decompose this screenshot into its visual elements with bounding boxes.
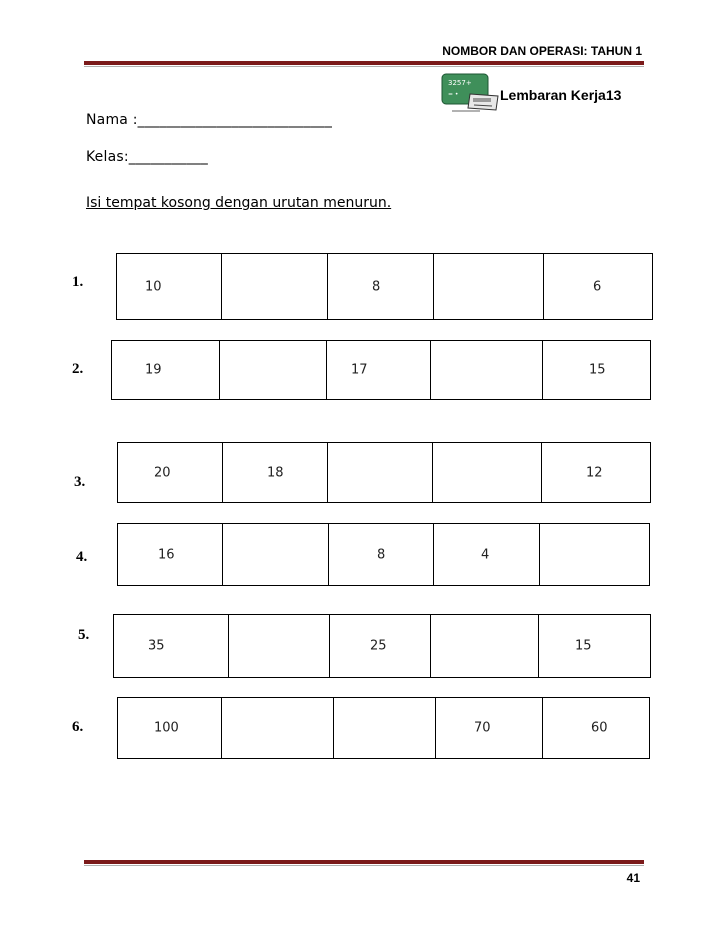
sequence-cell	[117, 254, 222, 319]
sequence-cell-blank[interactable]	[229, 615, 330, 677]
sequence-cell	[329, 524, 434, 585]
sequence-row-6	[117, 697, 650, 759]
sequence-cell-blank[interactable]	[431, 341, 543, 399]
cell-value: 20	[154, 465, 171, 480]
question-number: 2.	[72, 361, 84, 377]
sequence-row-4	[117, 523, 650, 586]
sequence-cell	[544, 254, 652, 319]
sequence-cell-blank[interactable]	[223, 524, 329, 585]
cell-value: 8	[377, 547, 386, 562]
sequence-cell	[539, 615, 650, 677]
class-field: Kelas:___________	[86, 149, 208, 165]
sequence-cell	[542, 443, 650, 502]
sequence-cell	[543, 698, 649, 758]
document-header-title: NOMBOR DAN OPERASI: TAHUN 1	[442, 44, 642, 58]
sequence-cell-blank[interactable]	[328, 443, 433, 502]
instruction-text: Isi tempat kosong dengan urutan menurun.	[86, 195, 392, 211]
cell-value: 25	[370, 638, 387, 654]
cell-value: 17	[351, 362, 368, 378]
sequence-row-2	[111, 340, 651, 400]
sequence-cell	[118, 443, 223, 502]
sequence-row-3	[117, 442, 651, 503]
sequence-cell	[434, 524, 540, 585]
footer-rule	[84, 860, 644, 866]
svg-text:3257+: 3257+	[448, 79, 472, 87]
question-number: 5.	[78, 627, 90, 643]
sequence-cell-blank[interactable]	[222, 254, 328, 319]
sequence-row-5	[113, 614, 651, 678]
cell-value: 10	[145, 279, 162, 294]
sequence-cell	[118, 698, 222, 758]
cell-value: 19	[145, 362, 162, 378]
cell-value: 8	[372, 279, 381, 294]
cell-value: 35	[148, 638, 165, 654]
cell-value: 6	[593, 279, 602, 294]
sequence-cell-blank[interactable]	[222, 698, 334, 758]
sequence-row-1	[116, 253, 653, 320]
svg-text:= •: = •	[448, 91, 459, 98]
question-number: 3.	[74, 474, 86, 490]
sequence-cell	[114, 615, 229, 677]
cell-value: 16	[158, 547, 175, 562]
sequence-cell	[327, 341, 431, 399]
cell-value: 60	[591, 720, 608, 736]
cell-value: 18	[267, 465, 284, 480]
sequence-cell	[112, 341, 220, 399]
cell-value: 4	[481, 547, 490, 562]
sequence-cell-blank[interactable]	[540, 524, 649, 585]
sequence-cell	[328, 254, 434, 319]
cell-value: 15	[589, 362, 606, 378]
question-number: 4.	[76, 549, 88, 565]
sequence-cell-blank[interactable]	[434, 254, 544, 319]
sequence-cell-blank[interactable]	[220, 341, 327, 399]
calculator-logo-icon	[440, 72, 502, 114]
header-rule	[84, 61, 644, 67]
name-field: Nama :___________________________	[86, 112, 333, 128]
sequence-cell-blank[interactable]	[334, 698, 436, 758]
question-number: 6.	[72, 719, 84, 735]
sequence-cell	[436, 698, 543, 758]
cell-value: 12	[586, 465, 603, 480]
sequence-cell	[118, 524, 223, 585]
question-number: 1.	[72, 274, 84, 290]
sequence-cell	[223, 443, 328, 502]
sequence-cell-blank[interactable]	[431, 615, 539, 677]
sequence-cell	[543, 341, 650, 399]
cell-value: 15	[575, 638, 592, 654]
page-number: 41	[626, 871, 640, 885]
sequence-cell-blank[interactable]	[433, 443, 542, 502]
cell-value: 70	[474, 720, 491, 736]
sequence-cell	[330, 615, 431, 677]
worksheet-title: Lembaran Kerja13	[500, 87, 622, 103]
cell-value: 100	[154, 720, 179, 736]
